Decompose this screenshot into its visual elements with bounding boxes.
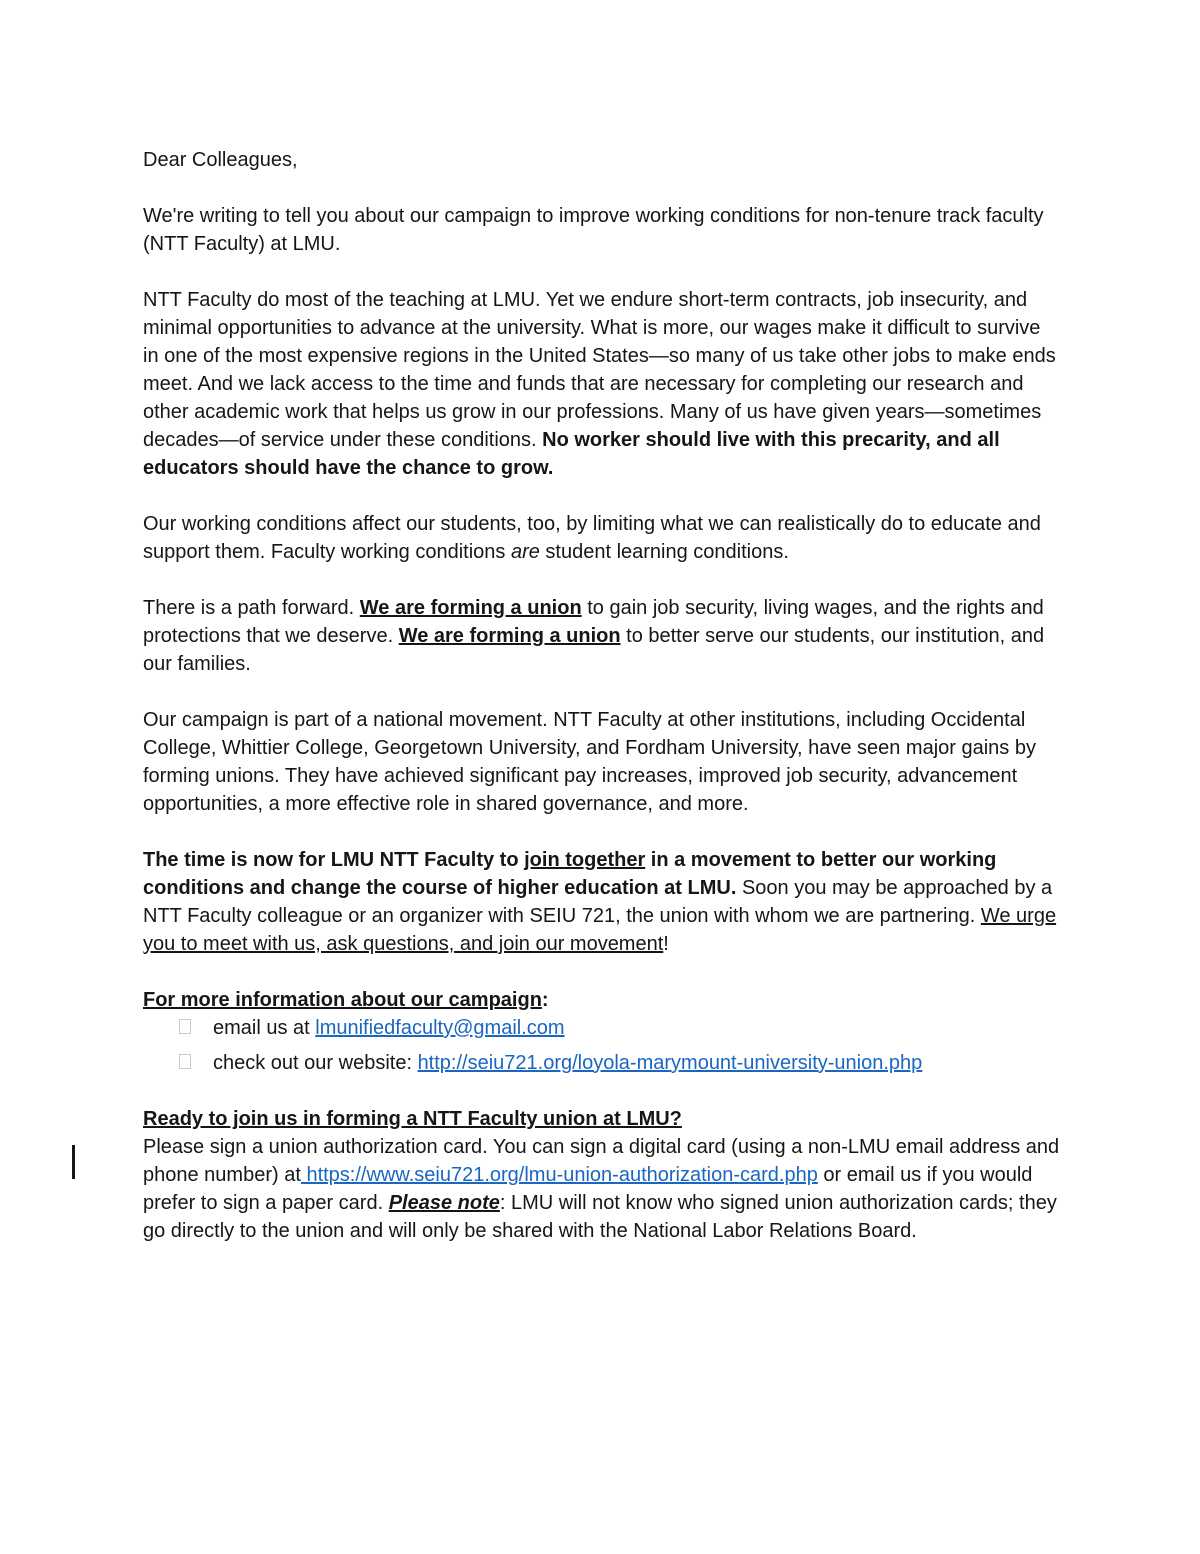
text-run: NTT Faculty do most of the teaching at LMU. Yet we endure short-term contracts, job insecurity, and minimal opportunities to advance at the university. What is more, our wages make it difficult to survive in one of the most expensive regions in the United States—so many of us take other jobs to make ends meet. And we lack access to the time and funds that are necessary for completing our research and other academic work that helps us grow in our professions. Many of us have given years—sometimes decades—of service under these conditions.	[143, 289, 1056, 451]
ready-to-join-heading	[143, 1105, 1061, 1133]
intro-paragraph	[143, 202, 1061, 258]
text-run: are	[510, 541, 540, 563]
text-run: Ready to join us in forming a NTT Faculty union at LMU?	[143, 1108, 682, 1130]
website-link[interactable]: http://seiu721.org/loyola-marymount-university-union.php	[417, 1052, 923, 1074]
text-run: For more information about our campaign	[143, 989, 542, 1011]
text-run: Soon you may be approached by a NTT Faculty colleague or an organizer with SEIU 721, the union with whom we are partnering.	[143, 877, 1053, 927]
national-movement-paragraph	[143, 706, 1061, 818]
text-run: :	[541, 989, 549, 1011]
text-run: : LMU will not know who signed union authorization cards; they go directly to the union and will only be shared with the National Labor Relations Board.	[143, 1192, 1057, 1242]
salutation	[143, 146, 1061, 174]
text-run: Our campaign is part of a national movement. NTT Faculty at other institutions, including Occidental College, Whittier College, Georgetown University, and Fordham University, have seen major gains by forming unions. They have achieved significant pay increases, improved job security, advancement opportunities, a more effective role in shared governance, and more.	[143, 709, 1036, 815]
text-run: join together	[524, 849, 646, 871]
text-run: to better serve our students, our institution, and our families.	[143, 625, 1045, 675]
text-run: Please note	[388, 1192, 500, 1214]
call-to-action-paragraph	[143, 846, 1061, 958]
email-bullet-item	[143, 1014, 1061, 1042]
text-run: Dear Colleagues,	[143, 149, 298, 171]
sign-card-paragraph	[143, 1133, 1061, 1245]
authorization-card-link[interactable]: https://www.seiu721.org/lmu-union-authorization-card.php	[300, 1164, 818, 1186]
students-paragraph	[143, 510, 1061, 566]
text-run: There is a path forward.	[143, 597, 360, 619]
text-run: We are forming a union	[398, 625, 621, 647]
bullet-square-icon	[179, 1019, 191, 1034]
text-run: check out our website:	[213, 1052, 418, 1074]
path-forward-paragraph	[143, 594, 1061, 678]
text-run: email us at	[213, 1017, 316, 1039]
text-run: or email us if you would prefer to sign a paper card.	[143, 1164, 1033, 1214]
text-run: student learning conditions.	[539, 541, 789, 563]
text-run: Our working conditions affect our students, too, by limiting what we can realistically do to educate and support them. Faculty working conditions	[143, 513, 1041, 563]
text-run: to gain job security, living wages, and the rights and protections that we deserve.	[143, 597, 1044, 647]
text-run: in a movement to better our working conditions and change the course of higher education at LMU.	[143, 849, 997, 899]
text-run: !	[663, 933, 669, 955]
text-run: Please sign a union authorization card. You can sign a digital card (using a non-LMU email address and phone number) at	[143, 1136, 1060, 1186]
more-information-heading	[143, 986, 1061, 1014]
email-link[interactable]: lmunifiedfaculty@gmail.com	[315, 1017, 565, 1039]
text-run: We are forming a union	[359, 597, 582, 619]
bullet-square-icon	[179, 1054, 191, 1069]
text-run: No worker should live with this precarity, and all educators should have the chance to grow.	[143, 429, 1000, 479]
working-conditions-paragraph	[143, 286, 1061, 482]
revision-margin-marker	[72, 1145, 75, 1179]
text-run: We're writing to tell you about our campaign to improve working conditions for non-tenure track faculty (NTT Faculty) at LMU.	[143, 205, 1044, 255]
text-run: We urge you to meet with us, ask questions, and join our movement	[143, 905, 1057, 955]
website-bullet-item	[143, 1049, 1061, 1077]
letter-body	[143, 146, 1061, 1273]
text-run: The time is now for LMU NTT Faculty to	[143, 849, 525, 871]
